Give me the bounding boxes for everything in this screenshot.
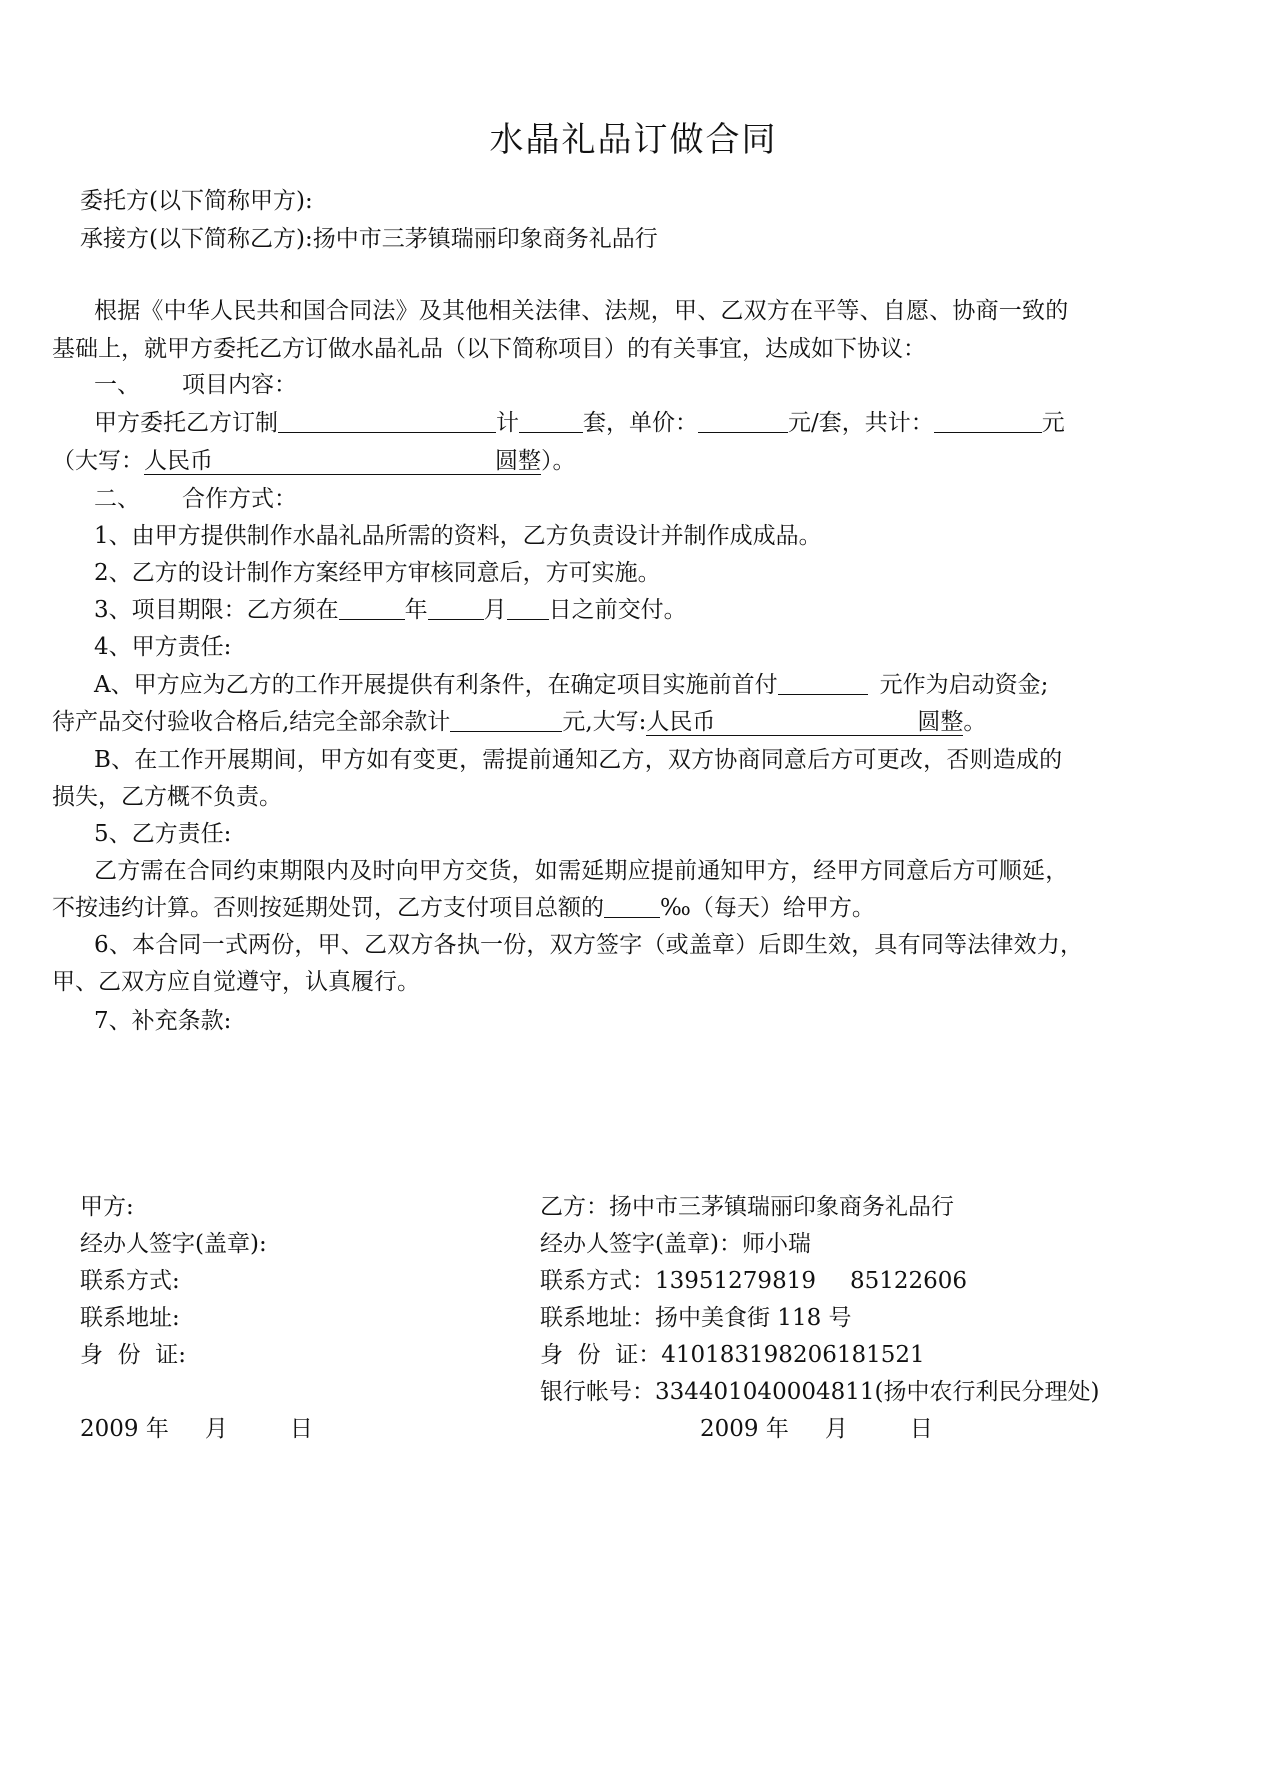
deposit-blank [778, 670, 868, 695]
party-b-agent: 经办人签字(盖章)：师小瑞 [540, 1231, 811, 1257]
contract-title: 水晶礼品订做合同 [489, 120, 778, 160]
unit-price-blank [698, 408, 788, 433]
clause-6-line-2: 甲、乙双方应自觉遵守，认真履行。 [52, 969, 420, 995]
party-a-signature-label: 甲方: [80, 1194, 134, 1220]
clause-4b-line-1: B、在工作开展期间，甲方如有变更，需提前通知乙方，双方协商同意后方可更改，否则造成的 [94, 747, 1063, 773]
section-1-number: 一、 [94, 372, 140, 398]
intro-line-1: 根据《中华人民共和国合同法》及其他相关法律、法规，甲、乙双方在平等、自愿、协商一致的 [94, 298, 1069, 324]
clause-4a-line-2 [52, 707, 986, 737]
year-blank [339, 595, 405, 620]
penalty-rate-blank [604, 893, 660, 918]
month-text: 月 [483, 597, 507, 623]
party-a-date-day: 日 [289, 1416, 313, 1442]
quantity-blank [519, 408, 583, 433]
year-text: 年 [404, 597, 428, 623]
clause-5-line-2 [52, 893, 875, 923]
capital-amount-field [144, 448, 541, 475]
rmb-text-2: 人民币 [646, 709, 716, 735]
balance-capital-label: 元,大写: [562, 709, 647, 735]
party-b-phone-1: 13951279819 [655, 1268, 816, 1294]
party-b-address: 联系地址：扬中美食街 118 号 [540, 1305, 852, 1331]
party-b-date-month: 月 [824, 1416, 848, 1442]
closing-punct-2: 。 [963, 709, 987, 735]
deposit-unit-text: 元作为启动资金; [879, 672, 1049, 698]
section-1-heading [94, 370, 297, 400]
day-text: 日之前交付。 [548, 597, 687, 623]
party-a-agent-label: 经办人签字(盖章): [80, 1231, 267, 1257]
party-a-date [80, 1414, 313, 1444]
balance-capital-field [646, 709, 963, 736]
party-a-id-label: 身 份 证: [80, 1342, 186, 1368]
clause-2: 2、乙方的设计制作方案经甲方审核同意后，方可实施。 [94, 560, 661, 586]
day-blank [507, 595, 549, 620]
clause-4a-line-1 [94, 670, 1048, 700]
clause-3 [94, 595, 687, 625]
party-b-contact [540, 1266, 967, 1296]
month-blank [428, 595, 484, 620]
clause-7-heading: 7、补充条款: [94, 1008, 232, 1034]
section-1-paragraph-1 [94, 408, 1065, 438]
party-a-header: 委托方(以下简称甲方): [80, 188, 313, 214]
section-1-paragraph-2 [52, 446, 576, 476]
party-b-header: 承接方(以下简称乙方):扬中市三茅镇瑞丽印象商务礼品行 [80, 226, 658, 252]
penalty-text: 不按违约计算。否则按延期处罚，乙方支付项目总额的 [52, 895, 604, 921]
closing-punct: ）。 [541, 448, 576, 474]
balance-blank [450, 707, 562, 732]
party-b-id: 身 份 证：410183198206181521 [540, 1342, 925, 1368]
party-b-phone-2: 85122606 [849, 1268, 968, 1294]
capital-amount-label: （大写： [52, 448, 144, 474]
party-b-date [700, 1414, 933, 1444]
total-label: 元/套，共计： [788, 410, 934, 436]
intro-line-2: 基础上，就甲方委托乙方订做水晶礼品（以下简称项目）的有关事宜，达成如下协议： [52, 336, 926, 362]
quantity-label: 计 [496, 410, 519, 436]
clause-5-heading: 5、乙方责任: [94, 821, 232, 847]
party-a-contact-label: 联系方式: [80, 1268, 180, 1294]
balance-text: 待产品交付验收合格后,结完全部余款计 [52, 709, 451, 735]
section-1-title: 项目内容： [182, 372, 297, 398]
deposit-text: A、甲方应为乙方的工作开展提供有利条件，在确定项目实施前首付 [94, 672, 778, 698]
unit-price-label: 套，单价： [583, 410, 698, 436]
order-text: 甲方委托乙方订制 [94, 410, 278, 436]
party-a-address-label: 联系地址: [80, 1305, 180, 1331]
party-b-contact-label: 联系方式： [540, 1268, 655, 1294]
clause-4b-line-2: 损失，乙方概不负责。 [52, 784, 282, 810]
yuan-zheng-text-2: 圆整 [917, 709, 964, 735]
clause-5-line-1: 乙方需在合同约束期限内及时向甲方交货，如需延期应提前通知甲方，经甲方同意后方可顺延， [94, 858, 1069, 884]
total-blank [934, 408, 1042, 433]
party-b-date-year: 2009 年 [700, 1416, 789, 1442]
party-b-bank-account: 银行帐号：334401040004811(扬中农行利民分理处) [540, 1379, 1100, 1405]
party-b-date-day: 日 [909, 1416, 933, 1442]
party-a-date-year: 2009 年 [80, 1416, 169, 1442]
clause-1: 1、由甲方提供制作水晶礼品所需的资料，乙方负责设计并制作成成品。 [94, 523, 822, 549]
section-2-heading [94, 484, 297, 514]
party-a-date-month: 月 [204, 1416, 228, 1442]
penalty-unit-text: ‰（每天）给甲方。 [660, 895, 875, 921]
item-name-blank [278, 408, 496, 433]
clause-6-line-1: 6、本合同一式两份，甲、乙双方各执一份，双方签字（或盖章）后即生效，具有同等法律效力， [94, 932, 1084, 958]
clause-4-heading: 4、甲方责任: [94, 634, 232, 660]
rmb-text: 人民币 [144, 448, 213, 474]
yuan-zheng-text: 圆整 [495, 448, 541, 474]
party-b-signature-label: 乙方：扬中市三茅镇瑞丽印象商务礼品行 [540, 1194, 954, 1220]
total-unit: 元 [1041, 410, 1065, 436]
section-2-title: 合作方式： [182, 486, 297, 512]
deadline-label: 3、项目期限：乙方须在 [94, 597, 339, 623]
section-2-number: 二、 [94, 486, 140, 512]
